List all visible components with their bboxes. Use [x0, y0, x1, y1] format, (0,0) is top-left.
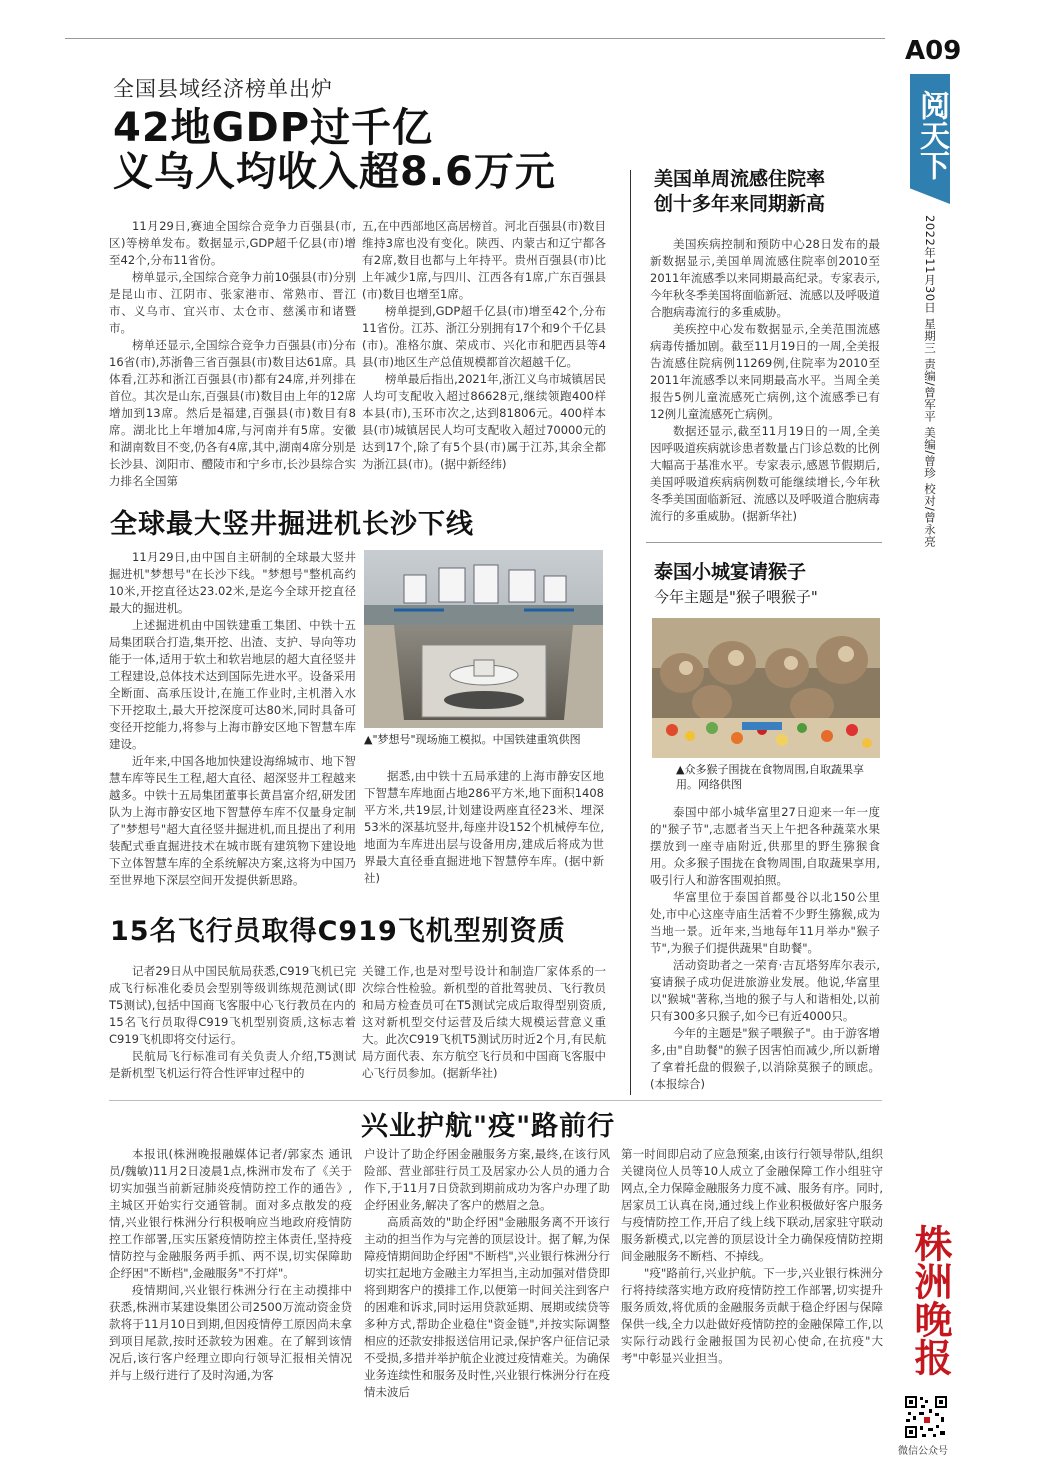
article1-title-line2: 义乌人均收入超8.6万元	[113, 149, 556, 195]
article6-col3	[621, 1146, 883, 1367]
paragraph: 本报讯(株洲晚报融媒体记者/郭家杰 通讯员/魏敏)11月2日凌晨1点,株洲市发布了《关于切实加强当前新冠肺炎疫情防控工作的通告》,主城区开始实行交通管制。面对多点散发的疫情,兴业银行株洲分行积极响应当地政府疫情防控工作部署,压实压紧疫情防控主体责任,坚持疫情防控与金融服务两手抓、两不误,切实保障助企纾困"不断档",金融服务"不打烊"。	[109, 1147, 352, 1280]
paragraph: 11月29日,由中国自主研制的全球最大竖井掘进机"梦想号"在长沙下线。"梦想号"整机高约10米,开挖直径达23.02米,是迄今全球开挖直径最大的掘进机。	[109, 550, 356, 615]
article2-col1	[109, 549, 356, 889]
article5-subtitle: 今年主题是"猴子喂猴子"	[654, 588, 818, 606]
article2-caption: ▲"梦想号"现场施工模拟。中国铁建重筑供图	[364, 733, 581, 746]
paragraph: 据悉,由中铁十五局承建的上海市静安区地下智慧车库地面占地286平方米,地下面积1408平方米,共19层,计划建设两座直径23米、埋深53米的深基坑竖井,每座井设152个机械停车位,地面为车库进出层与设备用房,建成后将成为世界最大直径垂直掘进地下智慧停车库。(据中新社)	[364, 769, 604, 885]
paragraph: 近年来,中国各地加快建设海绵城市、地下智慧车库等民生工程,超大直径、超深竖井工程越来越多。中铁十五局集团董事长黄昌富介绍,研发团队为上海市静安区地下智慧停车库不仅量身定制了"梦想号"超大直径竖井掘进机,而且提出了利用装配式垂直掘进技术在城市既有建筑物下建设地下立体智慧车库的全系统解决方案,这将为中国乃至世界地下深层空间开发提供新思路。	[109, 754, 356, 887]
paragraph: 五,在中西部地区高居榜首。河北百强县(市)数目维持3席也没有变化。陕西、内蒙古和辽宁都各有2席,数目也都与上年持平。贵州百强县(市)比上年减少1席,与四川、江西各有1席,广东百强县(市)数目也增至1席。	[362, 219, 606, 301]
article6-col1	[109, 1146, 352, 1384]
dateline: 2022年11月30日 星期三 责编/曾军平 美编/曾珍 校对/曾永亮	[923, 215, 937, 548]
paragraph: 上述掘进机由中国铁建重工集团、中铁十五局集团联合打造,集开挖、出渣、支护、导向等功能于一体,适用于软土和软岩地层的超大直径竖井工程建设,总体技术达到国际先进水平。设备采用全断面、高承压设计,在施工作业时,主机潜入水下开挖取土,最大开挖深度可达80米,同时具备可变径开挖能力,将参与上海市静安区地下智慧车库建设。	[109, 618, 356, 751]
paragraph: "疫"路前行,兴业护航。下一步,兴业银行株洲分行将持续落实地方政府疫情防控工作部署,切实提升服务质效,将优质的金融服务贡献于稳企纾困与保障保供一线,全力以赴做好疫情防控的金融保障工作,以实际行动践行金融报国为民初心使命,在抗疫"大考"中彰显兴业担当。	[621, 1266, 883, 1365]
article4-title-line2: 创十多年来同期新高	[654, 193, 826, 215]
paragraph: 高质高效的"助企纾困"金融服务离不开该行主动的担当作为与完善的顶层设计。据了解,为保障疫情期间助企纾困"不断档",兴业银行株洲分行切实扛起地方金融主力军担当,主动加强对借贷即将到期客户的摸排工作,以便第一时间关注到客户的困难和诉求,同时运用贷款延期、展期或续贷等多种方式,帮助企业稳住"资金链",并按实际调整相应的还款安排报送信用记录,保护客户征信记录不受损,多措并举护航企业渡过疫情难关。为确保业务连续性和服务及时性,兴业银行株洲分行在疫情未波后	[364, 1215, 610, 1399]
right-column-separator	[646, 542, 882, 543]
paragraph: 关键工作,也是对型号设计和制造厂家体系的一次综合性检验。新机型的首批驾驶员、飞行教员和局方检查员可在T5测试完成后取得型别资质,这对新机型交付运营及后续大规模运营意义重大。此次C919飞机T5测试历时近2个月,有民航局方面代表、东方航空飞行员和中国商飞客服中心飞行员参加。(据新华社)	[362, 964, 606, 1080]
paragraph: 华富里位于泰国首都曼谷以北150公里处,市中心这座寺庙生活着不少野生猕猴,成为当地一景。近年来,当地每年11月举办"猴子节",为猴子们提供蔬果"自助餐"。	[650, 890, 880, 955]
article1-kicker: 全国县域经济榜单出炉	[113, 77, 333, 101]
article6-col2	[364, 1146, 610, 1401]
paragraph: 榜单最后指出,2021年,浙江义乌市城镇居民人均可支配收入超过86628元,继续领跑400样本县(市),玉环市次之,达到81806元。400样本县(市)城镇居民人均可支配收入超过70000元的达到17个,除了有5个县(市)属于江苏,其余全都为浙江县(市)。(据中新经纬)	[362, 372, 606, 471]
article2-col2	[364, 768, 604, 887]
paragraph: 记者29日从中国民航局获悉,C919飞机已完成飞行标准化委员会型别等级训练规范测试(即T5测试),包括中国商飞客服中心飞行教员在内的15名飞行员取得C919飞机型别资质,这标志着C919飞机即将交付运行。	[109, 964, 356, 1046]
page-number: A09	[905, 36, 962, 66]
article3-title: 15名飞行员取得C919飞机型别资质	[110, 916, 566, 947]
paragraph: 美疾控中心发布数据显示,全美范围流感病毒传播加剧。截至11月19日的一周,全美报告流感住院病例11269例,住院率为2010至2011年流感季以来同期最高水平。当周全美报告5例儿童流感死亡病例,这个流感季已有12例儿童流感死亡病例。	[650, 322, 880, 421]
qr-label: 微信公众号	[898, 1446, 948, 1457]
paragraph: 今年的主题是"猴子喂猴子"。由于游客增多,由"自助餐"的猴子因害怕而减少,所以新增了拿着托盘的假猴子,以消除莫猴子的顾虑。(本报综合)	[650, 1026, 880, 1091]
paragraph: 11月29日,赛迪全国综合竞争力百强县(市,区)等榜单发布。数据显示,GDP超千亿县(市)增至42个,分布11省份。	[109, 219, 356, 267]
paragraph: 民航局飞行标准司有关负责人介绍,T5测试是新机型飞机运行符合性评审过程中的	[109, 1049, 356, 1080]
section-label: 阅天下	[914, 90, 949, 180]
article6-title: 兴业护航"疫"路前行	[361, 1111, 616, 1142]
article2-title: 全球最大竖井掘进机长沙下线	[110, 509, 474, 540]
article4-body	[650, 236, 880, 525]
article5-caption: ▲众多猴子围拢在食物周围,自取蔬果享用。网络供图	[676, 763, 864, 791]
paragraph: 活动资助者之一荣育·吉瓦塔努库尔表示,宴请猴子成功促进旅游业发展。他说,华富里以"猴城"著称,当地的猴子与人和谐相处,以前只有300多只猴子,如今已有近4000只。	[650, 958, 880, 1023]
paragraph: 榜单显示,全国综合竞争力前10强县(市)分别是昆山市、江阴市、张家港市、常熟市、晋江市、义乌市、宜兴市、太仓市、慈溪市和诸暨市。	[109, 270, 356, 335]
article1-title-line1: 42地GDP过千亿	[113, 105, 434, 151]
article3-col2	[362, 963, 606, 1082]
article3-col1	[109, 963, 356, 1082]
top-rule	[65, 38, 885, 39]
paragraph: 美国疾病控制和预防中心28日发布的最新数据显示,美国单周流感住院率创2010至2011年流感季以来同期最高纪录。专家表示,今年秋冬季美国将面临新冠、流感以及呼吸道合胞病毒流行的多重威胁。	[650, 237, 880, 319]
paragraph: 数据还显示,截至11月19日的一周,全美因呼吸道疾病就诊患者数量占门诊总数的比例大幅高于基准水平。专家表示,感恩节假期后,美国呼吸道疾病病例数可能继续增长,今年秋冬季美国面临新冠、流感以及呼吸道合胞病毒流行的多重威胁。(据新华社)	[650, 424, 880, 523]
paragraph: 泰国中部小城华富里27日迎来一年一度的"猴子节",志愿者当天上午把各种蔬菜水果摆放到一座寺庙附近,供那里的野生猕猴食用。众多猴子围拢在食物周围,自取蔬果享用,吸引行人和游客围观拍照。	[650, 805, 880, 887]
paragraph: 榜单还显示,全国综合竞争力百强县(市)分布16省(市),苏浙鲁三省百强县(市)数目达61席。具体看,江苏和浙江百强县(市)都有24席,并列排在首位。其次是山东,百强县(市)数目由上年的12席增加到13席。然后是福建,百强县(市)数目有8席。湖北比上年增加4席,与河南并有5席。安徽和湖南数目不变,仍各有4席,其中,湖南4席分别是长沙县、浏阳市、醴陵市和宁乡市,长沙县综合实力排名全国第	[109, 338, 356, 488]
article4-title-line1: 美国单周流感住院率	[654, 168, 826, 190]
qr-code	[904, 1395, 948, 1439]
article1-col1	[109, 218, 356, 490]
paragraph: 第一时间即启动了应急预案,由该行行领导带队,组织关键岗位人员等10人成立了金融保障工作小组驻守网点,全力保障金融服务力度不减、服务有序。同时,居家员工认真在岗,通过线上作业积极做好客户服务与疫情防控工作,开启了线上线下联动,居家驻守联动服务新模式,以完善的顶层设计全力确保疫情防控期间金融服务不断档、不掉线。	[621, 1147, 883, 1263]
paragraph: 疫情期间,兴业银行株洲分行在主动摸排中获悉,株洲市某建设集团公司2500万流动资金贷款将于11月10日到期,但因疫情停工原因尚未拿到项目尾款,按时还款较为困难。在了解到该情况后,该行客户经理立即向行领导汇报相关情况并与上级行进行了及时沟通,为客	[109, 1283, 352, 1382]
paragraph: 榜单提到,GDP超千亿县(市)增至42个,分布11省份。江苏、浙江分别拥有17个和9个千亿县(市)。准格尔旗、荣成市、兴化市和肥西县等4县(市)地区生产总值规模都首次超越千亿。	[362, 304, 606, 369]
article1-col2	[362, 218, 606, 473]
paragraph: 户设计了助企纾困金融服务方案,最终,在该行风险部、营业部驻行员工及居家办公人员的通力合作下,于11月7日贷款到期前成功为客户办理了助企纾困业务,解决了客户的燃眉之急。	[364, 1147, 610, 1212]
article5-body	[650, 804, 880, 1093]
drilling-machine-photo	[364, 550, 603, 728]
monkey-festival-photo	[652, 618, 880, 758]
article6-top-rule	[109, 1100, 882, 1101]
column-divider	[630, 170, 631, 1095]
brand-logo: 株洲晚报	[908, 1224, 953, 1376]
article5-title: 泰国小城宴请猴子	[654, 561, 807, 583]
